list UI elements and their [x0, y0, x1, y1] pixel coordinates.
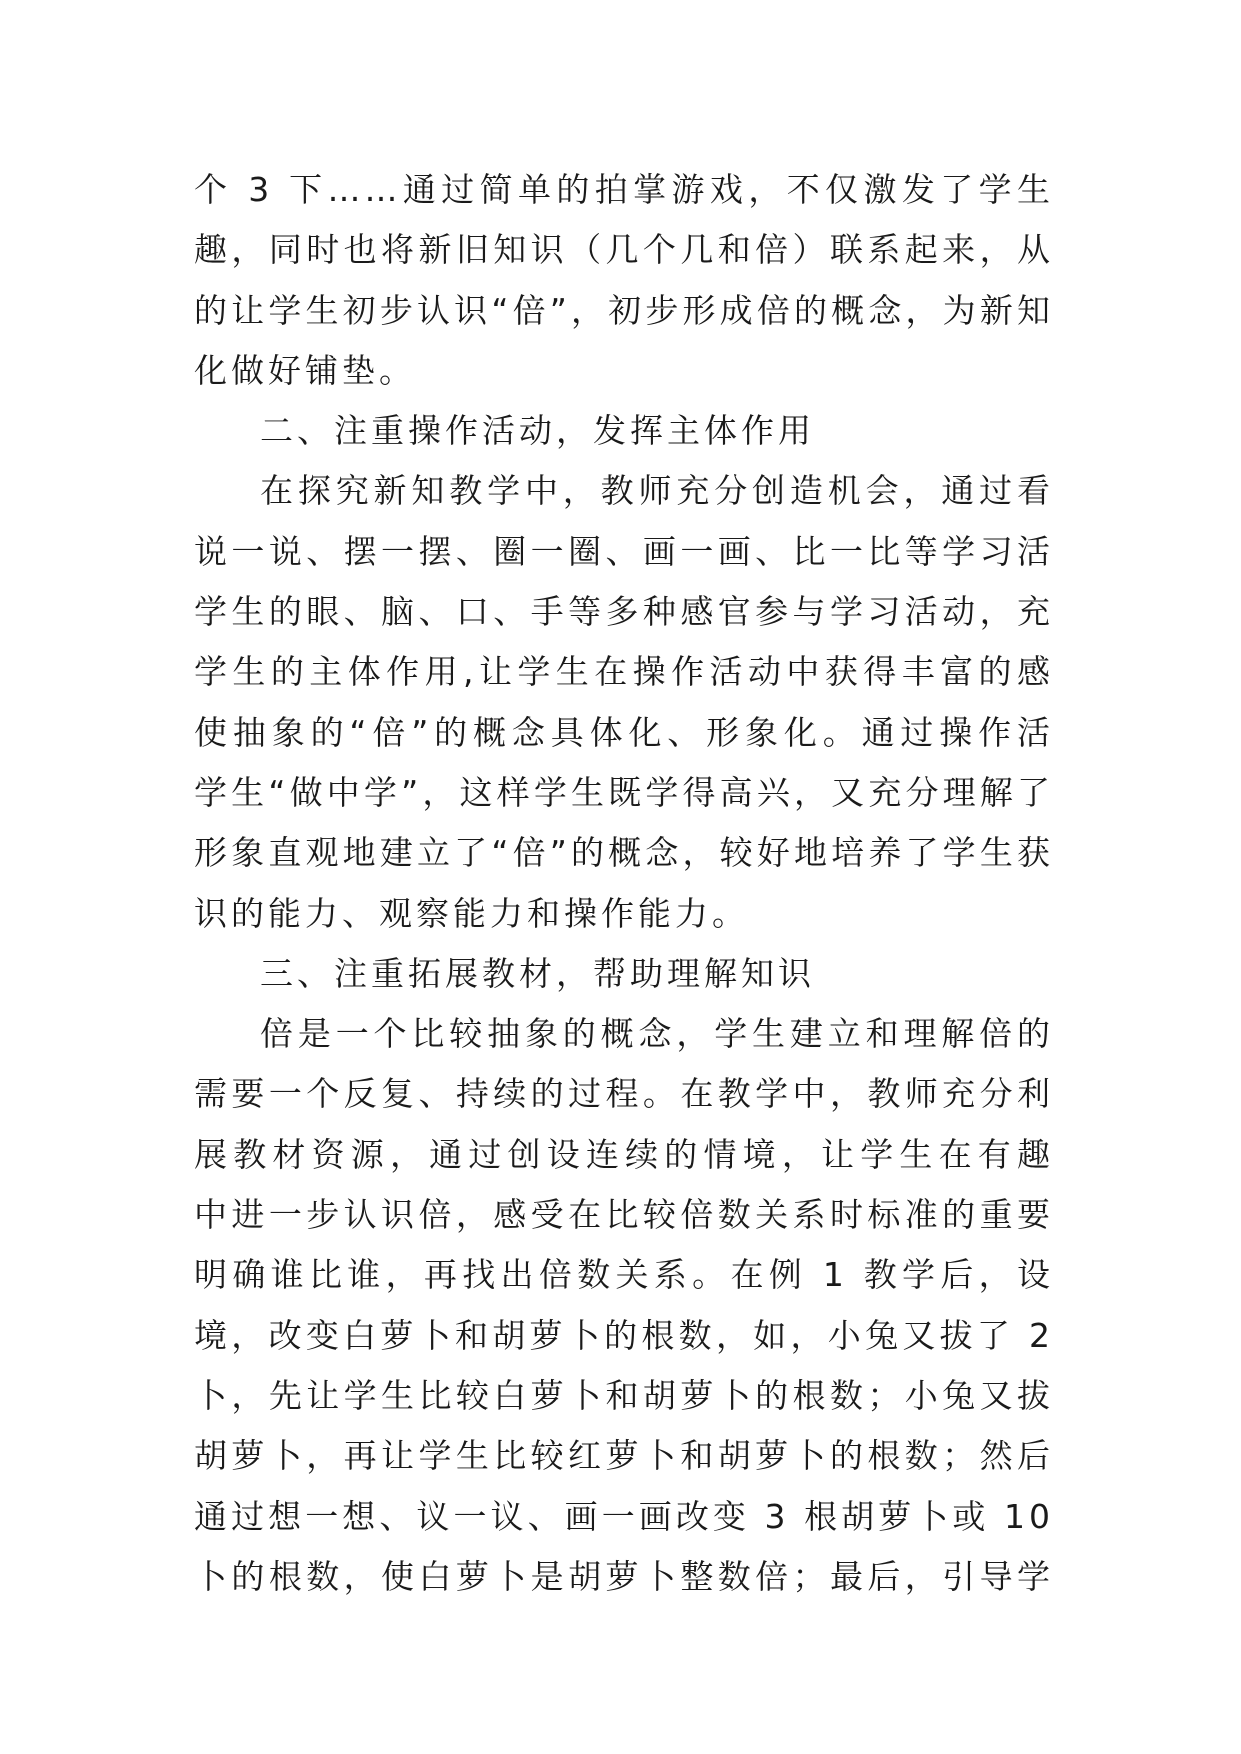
text-line: 形象直观地建立了“倍”的概念，较好地培养了学生获 — [194, 833, 1054, 873]
text-line: 说一说、摆一摆、圈一圈、画一画、比一比等学习活 — [194, 531, 1054, 571]
text-line: 中进一步认识倍，感受在比较倍数关系时标准的重要 — [194, 1195, 1054, 1235]
text-line: 胡萝卜，再让学生比较红萝卜和胡萝卜的根数；然后 — [194, 1436, 1054, 1476]
text-line: 展教材资源，通过创设连续的情境，让学生在有趣 — [194, 1134, 1054, 1174]
text-line: 的让学生初步认识“倍”，初步形成倍的概念，为新知 — [194, 290, 1054, 330]
text-line: 化做好铺垫。 — [194, 350, 416, 390]
text-line: 学生的主体作用,让学生在操作活动中获得丰富的感 — [194, 652, 1054, 692]
text-line: 识的能力、观察能力和操作能力。 — [194, 893, 749, 933]
text-line: 使抽象的“倍”的概念具体化、形象化。通过操作活 — [194, 712, 1054, 752]
document-body — [194, 160, 1054, 1607]
text-line: 卜，先让学生比较白萝卜和胡萝卜的根数；小兔又拔 — [194, 1375, 1054, 1415]
text-line: 二、注重操作活动，发挥主体作用 — [260, 411, 815, 451]
text-line: 学生的眼、脑、口、手等多种感官参与学习活动，充 — [194, 592, 1054, 632]
text-line: 个 3 下……通过简单的拍掌游戏，不仅激发了学生 — [194, 170, 1054, 209]
text-line: 三、注重拓展教材，帮助理解知识 — [260, 953, 815, 993]
text-line: 在探究新知教学中，教师充分创造机会，通过看 — [260, 471, 1054, 511]
text-line: 明确谁比谁，再找出倍数关系。在例 1 教学后，设 — [194, 1255, 1054, 1295]
text-line: 境，改变白萝卜和胡萝卜的根数，如，小兔又拔了 2 — [194, 1315, 1054, 1355]
text-line: 通过想一想、议一议、画一画改变 3 根胡萝卜或 10 — [194, 1496, 1054, 1536]
text-line: 学生“做中学”，这样学生既学得高兴，又充分理解了 — [194, 772, 1054, 812]
text-line: 需要一个反复、持续的过程。在教学中，教师充分利 — [194, 1074, 1054, 1114]
text-line: 卜的根数，使白萝卜是胡萝卜整数倍；最后，引导学 — [194, 1556, 1054, 1596]
text-line: 趣，同时也将新旧知识（几个几和倍）联系起来，从 — [194, 230, 1054, 270]
text-line: 倍是一个比较抽象的概念，学生建立和理解倍的 — [260, 1014, 1054, 1054]
